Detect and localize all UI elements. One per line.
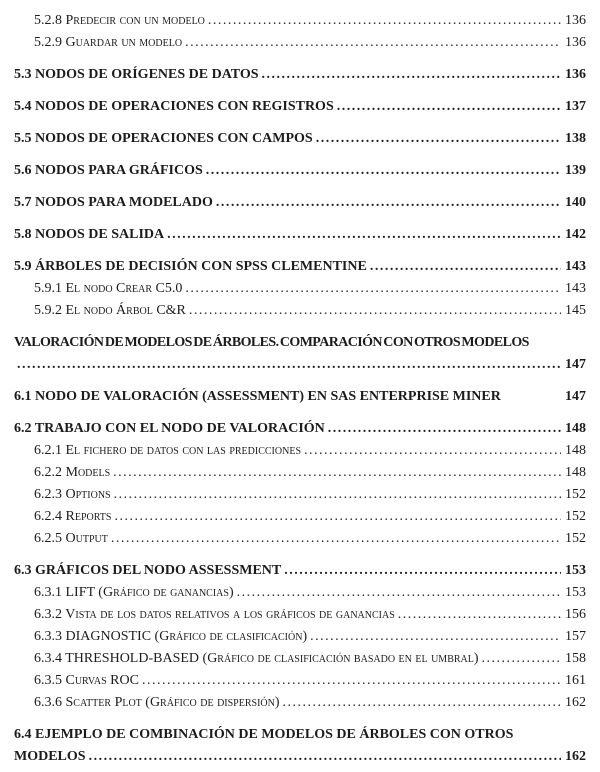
dot-leader [113, 462, 561, 484]
page-number: 162 [565, 749, 586, 764]
page-number: 152 [565, 531, 586, 546]
page-number: 157 [565, 629, 586, 644]
page-number: 136 [565, 35, 586, 50]
toc-entry-title: 5.2.8 Predecir con un modelo [34, 13, 205, 28]
toc-entry-title: 5.9.2 El nodo Árbol C&R [34, 303, 186, 318]
toc-entry-title: 6.3.4 THRESHOLD-BASED (Gráfico de clasificación basado en el umbral) [34, 651, 479, 666]
dot-leader [283, 692, 561, 714]
toc-entry-5-9-1 [14, 278, 586, 300]
toc-entry-5-3 [14, 64, 586, 86]
toc-entry-5-2-9 [14, 32, 586, 54]
dot-leader [482, 648, 561, 670]
toc-entry-title: 6.3.1 LIFT (Gráfico de ganancias) [34, 585, 234, 600]
toc-entry-6-3-5 [14, 670, 586, 692]
toc-entry-title: 6.3 GRÁFICOS DEL NODO ASSESSMENT [14, 563, 282, 578]
toc-entry-title: 6.2.4 Reports [34, 509, 112, 524]
page-number: 145 [565, 303, 586, 318]
toc-entry-6-2-5 [14, 528, 586, 550]
page-number: 162 [565, 695, 586, 710]
page-number: 153 [565, 563, 586, 578]
toc-entry-wrap: MODELOS [14, 749, 86, 764]
dot-leader [328, 418, 561, 440]
page-number: 152 [565, 509, 586, 524]
dot-leader [185, 32, 561, 54]
toc-entry-6-3-6 [14, 692, 586, 714]
dot-leader [398, 604, 561, 626]
page-number: 139 [565, 163, 586, 178]
dot-leader [189, 300, 561, 322]
toc-entry-6-3-1 [14, 582, 586, 604]
toc-entry-title: 6.3.2 Vista de los datos relativos a los gráficos de ganancias [34, 607, 395, 622]
dot-leader [316, 128, 561, 150]
toc-entry-5-6 [14, 160, 586, 182]
toc-entry-6-4 [14, 724, 586, 768]
page-number: 137 [565, 99, 586, 114]
toc-entry-title: 6.4 EJEMPLO DE COMBINACIÓN DE MODELOS DE ÁRBOLES CON OTROS [14, 727, 514, 742]
page-number: 148 [565, 421, 586, 436]
toc-entry-title: 6.2.2 Models [34, 465, 111, 480]
toc-entry-6-2-2 [14, 462, 586, 484]
toc-entry-5-7 [14, 192, 586, 214]
toc-entry-valoracion-heading [14, 332, 586, 376]
dot-leader [111, 528, 561, 550]
dot-leader [142, 670, 561, 692]
toc-entry-5-8 [14, 224, 586, 246]
page-number: 161 [565, 673, 586, 688]
page-number: 143 [565, 259, 586, 274]
toc-entry-6-3-4 [14, 648, 586, 670]
dot-leader [17, 354, 561, 376]
toc-entry-5-4 [14, 96, 586, 118]
dot-leader [262, 64, 561, 86]
toc-entry-title: 6.2.3 Options [34, 487, 111, 502]
toc-entry-6-1 [14, 386, 586, 408]
toc-entry-title: 5.9.1 El nodo Crear C5.0 [34, 281, 183, 296]
page-number: 148 [565, 443, 586, 458]
dot-leader [167, 224, 561, 246]
dot-leader [89, 746, 561, 768]
toc-entry-title: 5.4 NODOS DE OPERACIONES CON REGISTROS [14, 99, 334, 114]
toc-entry-title: 5.5 NODOS DE OPERACIONES CON CAMPOS [14, 131, 313, 146]
page-number: 142 [565, 227, 586, 242]
toc-entry-6-2-3 [14, 484, 586, 506]
dot-leader [284, 560, 561, 582]
page-number: 156 [565, 607, 586, 622]
page-number: 158 [565, 651, 586, 666]
page-number: 153 [565, 585, 586, 600]
dot-leader [114, 506, 561, 528]
toc-entry-6-3 [14, 560, 586, 582]
toc-entry-6-2-1 [14, 440, 586, 462]
dot-leader [370, 256, 561, 278]
dot-leader [237, 582, 561, 604]
toc-entry-6-3-2 [14, 604, 586, 626]
dot-leader [208, 10, 561, 32]
page-number: 147 [565, 389, 586, 404]
toc-entry-title: 6.3.5 Curvas ROC [34, 673, 139, 688]
page-number: 138 [565, 131, 586, 146]
dot-leader [337, 96, 561, 118]
dot-leader [206, 160, 561, 182]
page-number: 152 [565, 487, 586, 502]
toc-entry-title: 5.2.9 Guardar un modelo [34, 35, 183, 50]
toc-entry-5-2-8 [14, 10, 586, 32]
dot-leader [304, 440, 561, 462]
toc-entry-title: 5.8 NODOS DE SALIDA [14, 227, 165, 242]
toc-entry-5-5 [14, 128, 586, 150]
page-number: 136 [565, 67, 586, 82]
toc-entry-6-2 [14, 418, 586, 440]
toc-entry-5-9 [14, 256, 586, 278]
toc-entry-title: 6.2 TRABAJO CON EL NODO DE VALORACIÓN [14, 421, 325, 436]
page-number: 147 [565, 357, 586, 372]
toc-entry-5-9-2 [14, 300, 586, 322]
toc-entry-6-2-4 [14, 506, 586, 528]
toc-entry-title: 6.3.6 Scatter Plot (Gráfico de dispersión) [34, 695, 280, 710]
toc-entry-title: 5.9 ÁRBOLES DE DECISIÓN CON SPSS CLEMENTINE [14, 259, 367, 274]
toc-entry-title: 5.6 NODOS PARA GRÁFICOS [14, 163, 203, 178]
page-number: 140 [565, 195, 586, 210]
dot-leader [310, 626, 561, 648]
page-number: 148 [565, 465, 586, 480]
dot-leader [114, 484, 561, 506]
toc-entry-title: 6.2.1 El fichero de datos con las predicciones [34, 443, 301, 458]
toc-entry-title: 5.7 NODOS PARA MODELADO [14, 195, 213, 210]
toc-entry-title: 6.1 NODO DE VALORACIÓN (ASSESSMENT) EN SAS ENTERPRISE MINER [14, 389, 501, 404]
dot-leader [185, 278, 561, 300]
dot-leader [216, 192, 561, 214]
toc-entry-6-3-3 [14, 626, 586, 648]
toc-entry-title: 6.3.3 DIAGNOSTIC (Gráfico de clasificación) [34, 629, 308, 644]
toc-entry-title: VALORACIÓN DE MODELOS DE ÁRBOLES. COMPARACIÓN CON OTROS MODELOS [14, 335, 529, 350]
page-number: 143 [565, 281, 586, 296]
page-number: 136 [565, 13, 586, 28]
toc-entry-title: 5.3 NODOS DE ORÍGENES DE DATOS [14, 67, 259, 82]
toc-entry-title: 6.2.5 Output [34, 531, 108, 546]
